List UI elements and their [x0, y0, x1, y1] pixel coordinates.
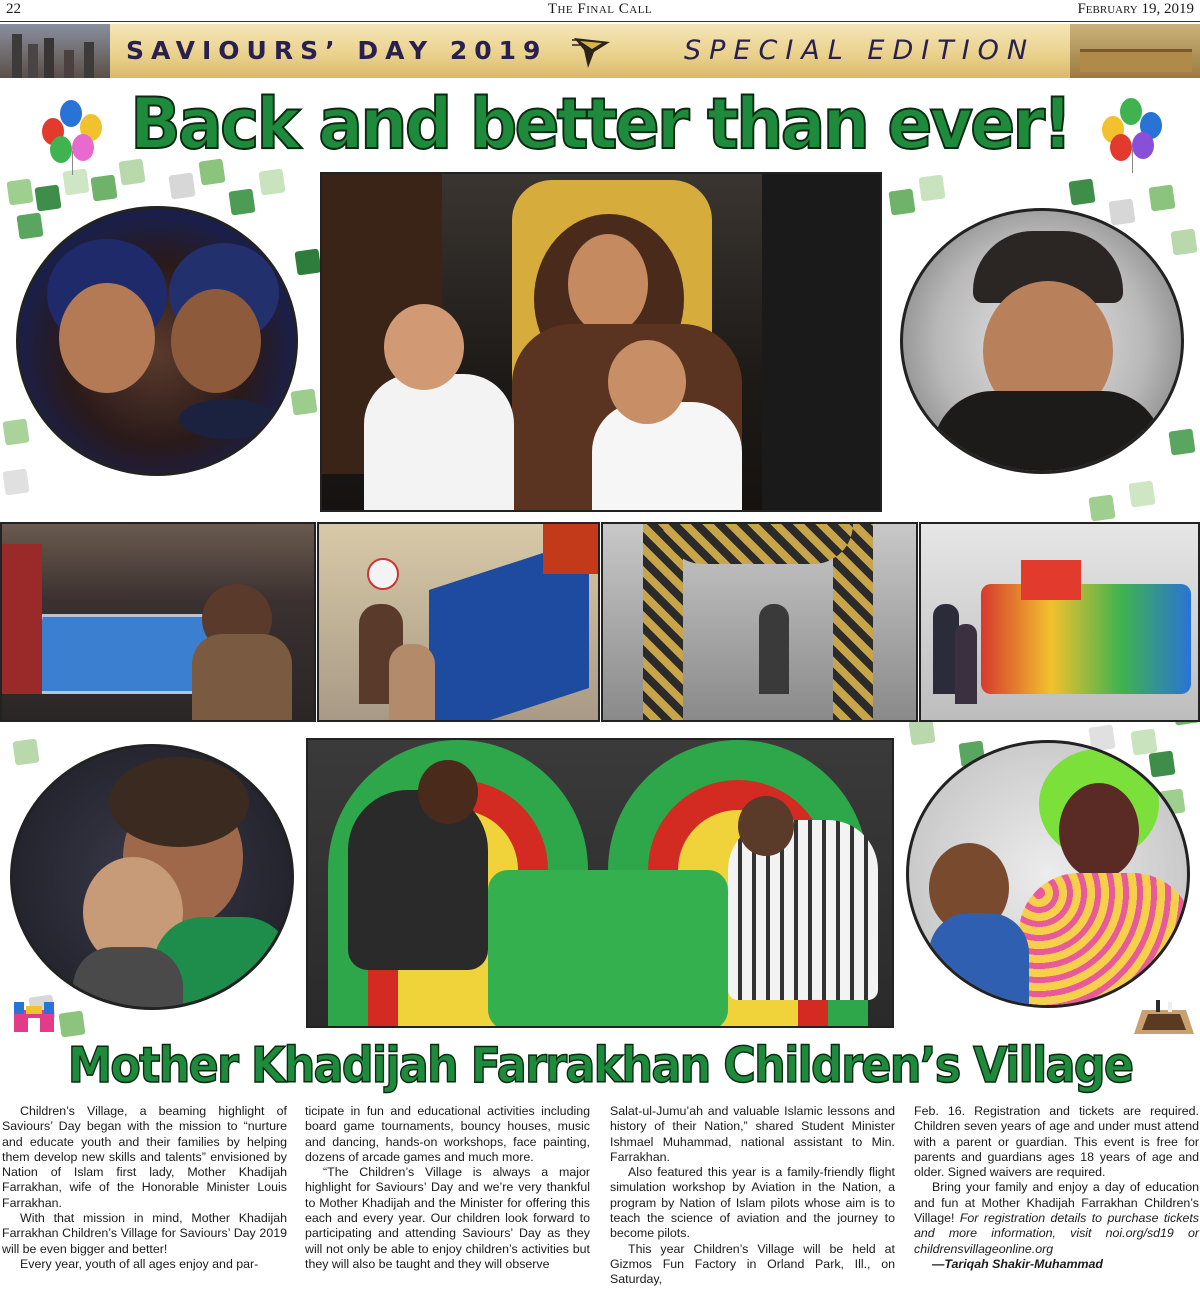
photo-mother-khadijah-with-children	[320, 172, 882, 512]
photo-inflatable-obstacle	[601, 522, 918, 722]
paragraph-text: Bring your family and enjoy a day of education and fun at Mother Khadijah Farrakhan Children’s Village!	[914, 1180, 1199, 1226]
article-column-4	[914, 1104, 1199, 1272]
paragraph: Also featured this year is a family-friendly flight simulation workshop by Aviation in the Nation, a program by Nation of Islam pilots whose aim is to teach the science of aviation and the journey to become pilots.	[610, 1165, 895, 1241]
article-column-1	[2, 1104, 287, 1272]
paragraph: Every year, youth of all ages enjoy and par-	[20, 1256, 259, 1271]
city-skyline-image	[0, 24, 110, 78]
paragraph: This year Children’s Village will be held at Gizmos Fun Factory in Orland Park, Ill., on Saturday,	[610, 1241, 895, 1287]
chessboard-icon	[1134, 996, 1194, 1036]
paragraph: ticipate in fun and educational activities including board game tournaments, bouncy houses, music and dancing, hands-on workshops, face painting, dozens of arcade games and much more.	[305, 1104, 590, 1164]
bouncy-castle-icon	[10, 992, 58, 1036]
paragraph	[914, 1180, 1199, 1256]
photo-two-girls-portrait	[16, 206, 298, 476]
article-subhead: Mother Khadijah Farrakhan Children’s Village	[67, 1037, 1133, 1094]
paragraph: Salat-ul-Jumu’ah and valuable Islamic lessons and history of their Nation,” shared Student Minister Ishmael Muhammad, national assistant to Min. Farrakhan.	[610, 1104, 895, 1164]
issue-date: February 19, 2019	[1077, 1, 1194, 17]
paragraph: With that mission in mind, Mother Khadijah Farrakhan Children’s Village for Saviours’ Day 2019 will be even bigger and better!	[2, 1211, 287, 1256]
final-call-trumpet-logo	[572, 32, 612, 70]
paragraph: Children’s Village, a beaming highlight of Saviours’ Day began with the mission to “nurture and educate youth and their families by helping them develop new skills and talents” envisioned by Nation of Islam first lady, Mother Khadijah Farrakhan, wife of the Honorable Minister Louis Farrakhan.	[2, 1104, 287, 1210]
banner-special-edition: SPECIAL EDITION	[684, 35, 1036, 66]
banner-saviours-day: SAVIOURS’ DAY 2019	[126, 36, 548, 65]
photo-boys-in-inflatable	[306, 738, 894, 1028]
photo-air-hockey-game	[0, 522, 316, 722]
paragraph: Feb. 16. Registration and tickets are required. Children seven years of age and under must attend with a parent or guardian. This event is free for parents and guardians ages 18 years of age and older. Signed waivers are required.	[914, 1104, 1199, 1180]
photo-bouncy-house	[919, 522, 1200, 722]
paragraph: “The Children’s Village is always a major highlight for Saviours’ Day and we’re very thankful to Mother Khadijah and the Minister for offering this each and every year. Our children look forward to participating and attending Saviours’ Day as they will not only be able to enjoy children’s activities but they will also be taught and they will observe	[305, 1165, 590, 1271]
article-column-3	[610, 1104, 895, 1288]
photo-basketball-arcade	[317, 522, 600, 722]
photo-boy-in-cap-portrait	[900, 208, 1184, 474]
registration-info: For registration details to purchase tickets and more information, visit noi.org/sd19 or childrensvillageonline.org	[914, 1211, 1199, 1256]
mosque-building-image	[1070, 24, 1200, 78]
photo-clown-and-girl-portrait	[906, 740, 1190, 1008]
byline: —Tariqah Shakir-Muhammad	[932, 1256, 1103, 1271]
photo-mother-and-child-portrait	[10, 744, 294, 1010]
folio-line	[0, 0, 1200, 22]
paper-name: The Final Call	[547, 1, 653, 17]
article-column-2	[305, 1104, 590, 1272]
page-number: 22	[6, 1, 21, 17]
headline: Back and better than ever!	[130, 83, 1070, 165]
special-edition-banner	[0, 24, 1200, 78]
